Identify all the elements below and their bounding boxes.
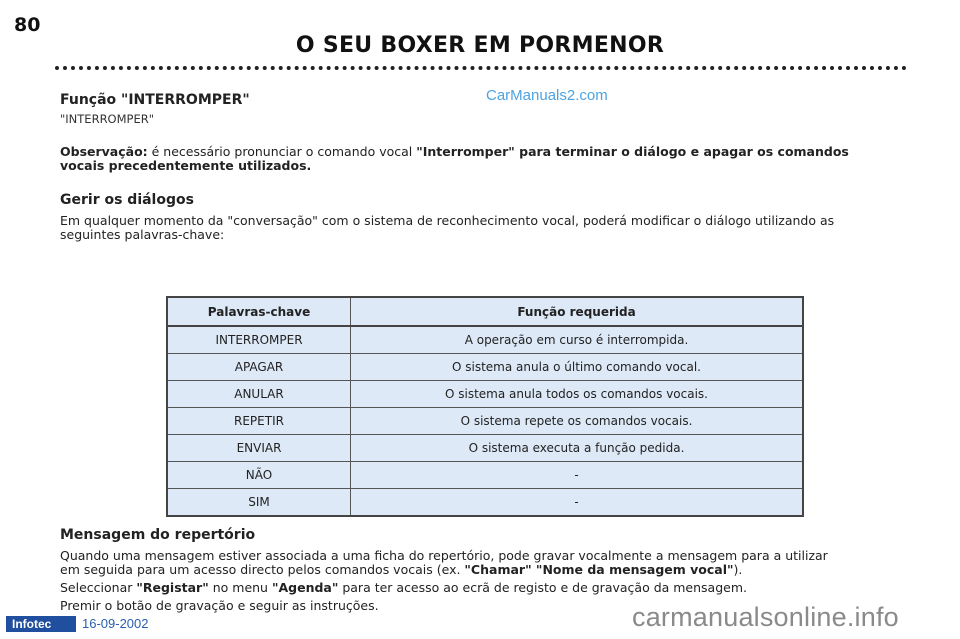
mensagem-line-1: Quando uma mensagem estiver associada a uma ficha do repertório, pode gravar vocalmente a mensagem para a utilizar	[60, 548, 828, 563]
mensagem-line-2	[60, 563, 940, 577]
watermark-bottom[interactable]: carmanualsonline.info	[632, 602, 899, 632]
keyword-cell: APAGAR	[167, 354, 351, 381]
table-row	[167, 435, 803, 462]
page-number: 80	[14, 14, 41, 36]
gerir-line-2: seguintes palavras-chave:	[60, 227, 225, 242]
seleccionar-line	[60, 581, 940, 595]
function-cell: -	[351, 462, 804, 489]
function-cell: O sistema repete os comandos vocais.	[351, 408, 804, 435]
keyword-cell: NÃO	[167, 462, 351, 489]
keyword-cell: INTERROMPER	[167, 326, 351, 354]
footer-date: 16-09-2002	[82, 616, 149, 631]
table-row	[167, 354, 803, 381]
page-title: O SEU BOXER EM PORMENOR	[295, 33, 665, 58]
function-cell: O sistema executa a função pedida.	[351, 435, 804, 462]
observation-label: Observação:	[60, 144, 148, 159]
keyword-cell: REPETIR	[167, 408, 351, 435]
section-heading-interromper: Função "INTERROMPER"	[60, 92, 250, 108]
table-header-row	[167, 297, 803, 326]
observation-paragraph	[60, 145, 920, 173]
seleccionar-text: Seleccionar	[60, 580, 137, 595]
table-row	[167, 326, 803, 354]
premir-line: Premir o botão de gravação e seguir as instruções.	[60, 598, 379, 613]
menu-text: no menu	[208, 580, 272, 595]
keywords-table	[166, 296, 804, 517]
keyword-cell: ANULAR	[167, 381, 351, 408]
mensagem-text: em seguida para um acesso directo pelos comandos vocais (ex.	[60, 562, 465, 577]
infotec-logo: Infotec	[6, 616, 76, 632]
function-cell: A operação em curso é interrompida.	[351, 326, 804, 354]
function-cell: O sistema anula todos os comandos vocais.	[351, 381, 804, 408]
function-cell: -	[574, 495, 579, 509]
table-row	[167, 381, 803, 408]
column-header-keywords: Palavras-chave	[167, 297, 351, 326]
mensagem-example: "Chamar" "Nome da mensagem vocal"	[464, 562, 734, 577]
observation-text: é necessário pronunciar o comando vocal	[147, 144, 417, 159]
table-row	[167, 462, 803, 489]
seleccionar-end: para ter acesso ao ecrã de registo e de gravação da mensagem.	[338, 580, 747, 595]
command-text: "INTERROMPER"	[60, 112, 155, 126]
table-row	[167, 489, 803, 517]
observation-bold-1: "Interromper" para terminar o diálogo e apagar os comandos	[416, 144, 849, 159]
keyword-cell: SIM	[167, 489, 351, 517]
column-header-function: Função requerida	[351, 297, 804, 326]
section-heading-gerir: Gerir os diálogos	[60, 192, 194, 208]
mensagem-text-end: ).	[733, 562, 743, 577]
watermark-link[interactable]: CarManuals2.com	[486, 87, 608, 104]
section-heading-mensagem: Mensagem do repertório	[60, 527, 256, 543]
gerir-paragraph	[60, 214, 920, 242]
observation-bold-2: vocais precedentemente utilizados.	[60, 158, 312, 173]
agenda-keyword: "Agenda"	[271, 580, 339, 595]
function-cell: O sistema anula o último comando vocal.	[351, 354, 804, 381]
title-divider	[55, 66, 907, 70]
table-row	[167, 408, 803, 435]
registar-keyword: "Registar"	[136, 580, 209, 595]
gerir-line-1: Em qualquer momento da "conversação" com o sistema de reconhecimento vocal, poderá modificar o diálogo utilizando as	[60, 213, 835, 228]
keyword-cell: ENVIAR	[167, 435, 351, 462]
